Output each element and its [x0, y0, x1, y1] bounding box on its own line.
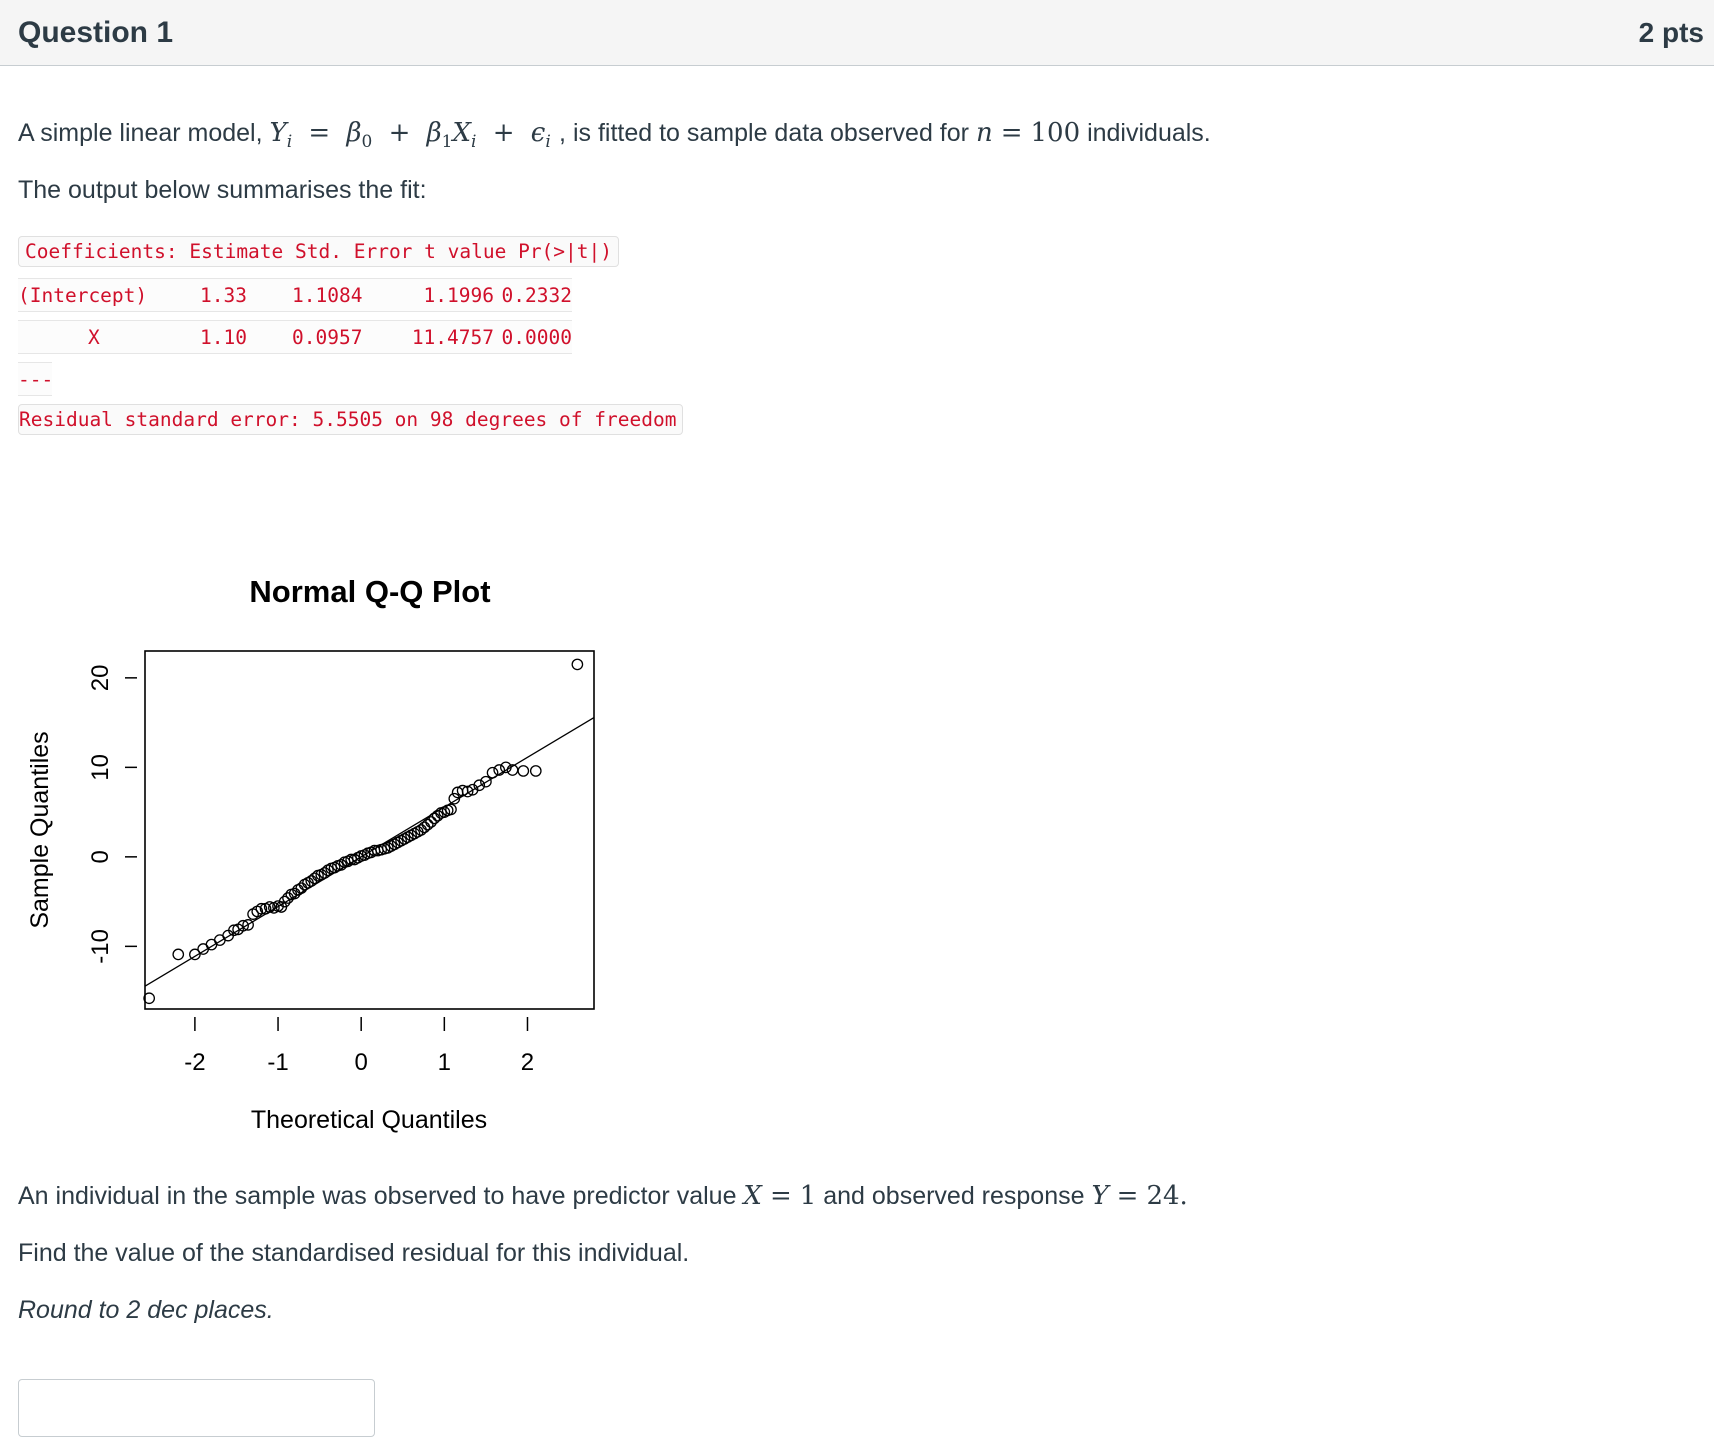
x-tick-label: 2	[520, 1049, 535, 1076]
model-equation: $Y_i = \beta_0 + \beta_1X_i + \epsilon_i$	[269, 118, 551, 153]
coef-row-intercept	[18, 278, 572, 312]
coef-row-x	[18, 320, 572, 354]
chart-title: Normal Q-Q Plot	[249, 574, 491, 609]
x-tick-label: -2	[184, 1049, 206, 1076]
question-title: Question 1	[18, 15, 174, 49]
qq-point	[487, 768, 497, 778]
x-tick-label: 0	[354, 1049, 368, 1076]
rounding-instruction: Round to 2 dec places.	[18, 1296, 274, 1324]
coef-p-value: 0.2332	[501, 283, 572, 307]
qq-point	[531, 766, 541, 776]
qq-point	[572, 659, 582, 669]
plot-axes	[87, 664, 534, 1076]
data-points	[144, 659, 583, 1003]
sample-size-expression: n = 100	[975, 118, 1081, 148]
y-tick-label: -10	[87, 929, 114, 964]
question-header	[0, 0, 1714, 66]
qq-point	[173, 949, 183, 959]
intro-paragraph	[18, 118, 1211, 152]
x-tick-label: 1	[437, 1049, 452, 1076]
coef-p-value: 0.0000	[501, 325, 572, 349]
coef-std-error: 0.0957	[292, 325, 363, 349]
plot-frame	[145, 651, 594, 1009]
coef-name: X	[88, 325, 100, 349]
coef-t-value: 1.1996	[423, 283, 494, 307]
coefficients-header: Coefficients: Estimate Std. Error t value Pr(>|t|)	[18, 236, 619, 267]
qq-plot-chart	[0, 506, 640, 1146]
y-value-expression: Y = 24.	[1091, 1181, 1188, 1211]
intro-text-after: individuals.	[1080, 119, 1211, 147]
summary-intro: The output below summarises the fit:	[18, 176, 427, 204]
y-axis-label: Sample Quantiles	[26, 731, 54, 929]
output-separator: ---	[18, 362, 52, 396]
x-tick-label: -1	[267, 1049, 289, 1076]
question-line-2: Find the value of the standardised residual for this individual.	[18, 1239, 690, 1267]
coef-std-error: 1.1084	[292, 283, 363, 307]
qq-point	[518, 766, 528, 776]
y-tick-label: 20	[87, 664, 114, 692]
question-line-1: An individual in the sample was observed to have predictor value X = 1 and observed response Y = 24.	[18, 1181, 1188, 1211]
y-tick-label: 0	[87, 850, 114, 864]
residual-standard-error: Residual standard error: 5.5505 on 98 degrees of freedom	[18, 404, 683, 435]
qq-point	[423, 819, 433, 829]
answer-input[interactable]	[18, 1379, 375, 1437]
question-points: 2 pts	[1638, 16, 1704, 48]
intro-text-before: A simple linear model,	[18, 119, 270, 147]
intro-text-mid: , is fitted to sample data observed for	[559, 119, 976, 147]
coef-name: (Intercept)	[18, 283, 148, 307]
coef-estimate: 1.10	[200, 325, 247, 349]
x-value-expression: X = 1	[743, 1181, 817, 1211]
coef-estimate: 1.33	[200, 283, 247, 307]
coef-t-value: 11.4757	[411, 325, 494, 349]
x-axis-label: Theoretical Quantiles	[250, 1106, 488, 1134]
y-tick-label: 10	[87, 753, 114, 781]
